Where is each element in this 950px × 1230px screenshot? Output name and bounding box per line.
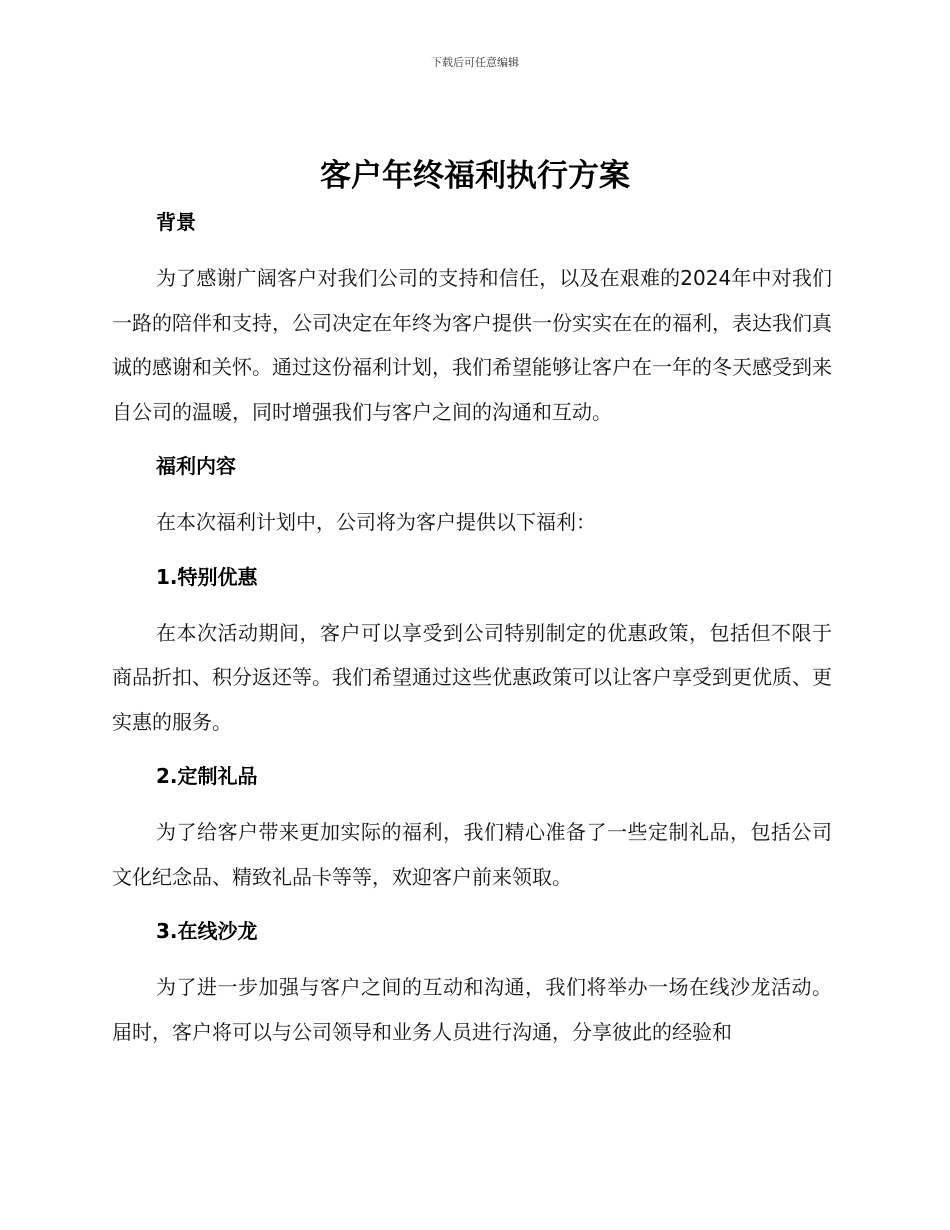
paragraph-background: 为了感谢广阔客户对我们公司的支持和信任，以及在艰难的2024年中对我们一路的陪伴和支持，公司决定在年终为客户提供一份实实在在的福利，表达我们真诚的感谢和关怀。通过这份福利计划，我们希望能够让客户在一年的冬天感受到来自公司的温暖，同时增强我们与客户之间的沟通和互动。 [112, 266, 832, 424]
header-note: 下载后可任意编辑 [431, 56, 519, 69]
spacer [112, 488, 832, 500]
section-heading-special-offer: 1.特别优惠 [156, 564, 258, 589]
section-heading-online-salon: 3.在线沙龙 [156, 919, 258, 943]
spacer [112, 953, 832, 965]
spacer [112, 899, 832, 909]
spacer [112, 545, 832, 555]
spacer [112, 599, 832, 611]
spacer [112, 244, 832, 256]
paragraph-benefits-intro: 在本次福利计划中，公司将为客户提供以下福利： [156, 510, 596, 534]
paragraph-custom-gifts: 为了给客户带来更加实际的福利，我们精心准备了一些定制礼品，包括公司文化纪念品、精致礼品卡等等，欢迎客户前来领取。 [112, 820, 832, 889]
section-heading-benefits: 福利内容 [156, 454, 236, 478]
spacer [112, 434, 832, 444]
spacer [112, 744, 832, 754]
spacer [112, 798, 832, 810]
section-heading-custom-gifts: 2.定制礼品 [156, 764, 258, 788]
document-body [112, 200, 832, 1054]
section-heading-background: 背景 [156, 210, 196, 234]
paragraph-online-salon: 为了进一步加强与客户之间的互动和沟通，我们将举办一场在线沙龙活动。届时，客户将可以与公司领导和业务人员进行沟通，分享彼此的经验和 [112, 975, 832, 1044]
document-title: 客户年终福利执行方案 [320, 158, 630, 194]
paragraph-special-offer: 在本次活动期间，客户可以享受到公司特别制定的优惠政策，包括但不限于商品折扣、积分返还等。我们希望通过这些优惠政策可以让客户享受到更优质、更实惠的服务。 [112, 620, 832, 734]
